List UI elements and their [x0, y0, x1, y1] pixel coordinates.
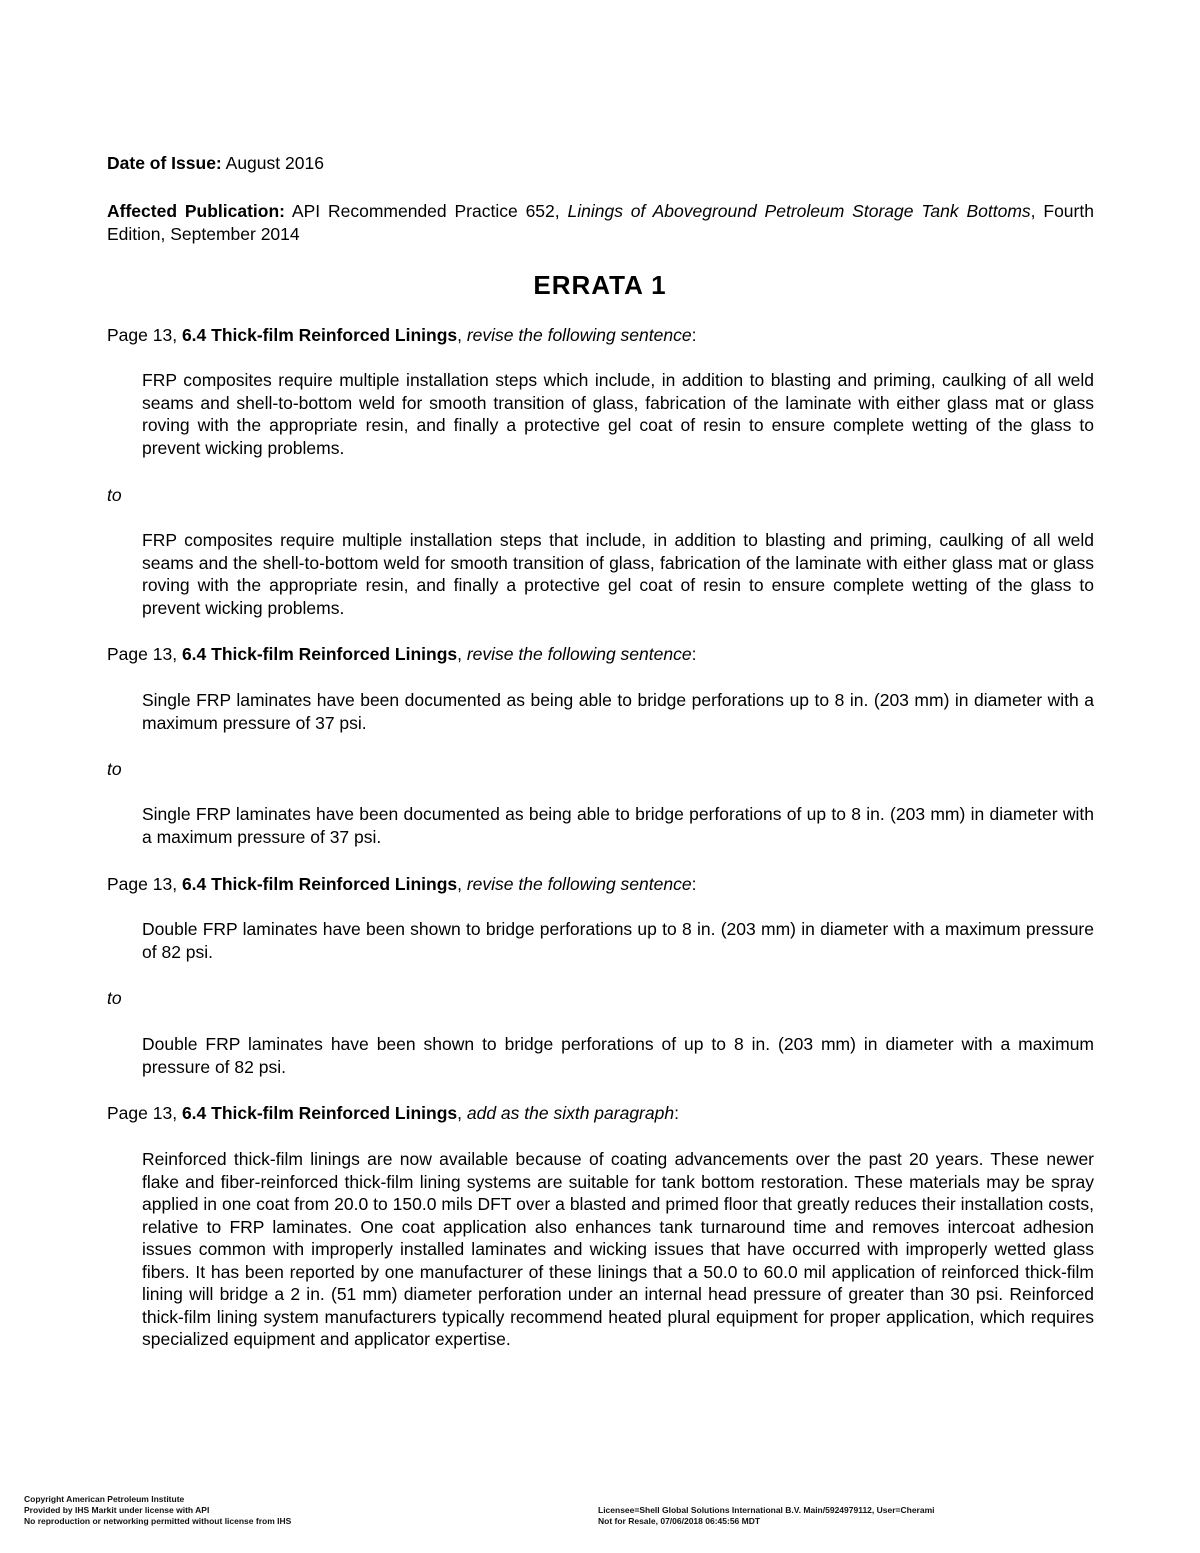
revision-instruction: revise the following sentence — [466, 644, 692, 664]
footer-licensee: Licensee=Shell Global Solutions International B.V. Main/5924979112, User=Cherami — [598, 1505, 935, 1515]
to-label: to — [107, 485, 122, 505]
revision-instruction: revise the following sentence — [466, 874, 692, 894]
footer-copyright: Copyright American Petroleum Institute — [24, 1494, 185, 1504]
old-text: FRP composites require multiple installation steps which include, in addition to blasting and priming, caulking of all weld seams and shell-to-bottom weld for smooth transition of glass, fabrication of the laminate with either glass mat or glass roving with the appropriate resin, and finally a protective gel coat of resin to ensure complete wetting of the glass to prevent wicking problems. — [142, 370, 1094, 458]
revision-page: Page 13, — [107, 1103, 178, 1123]
old-text: Double FRP laminates have been shown to bridge perforations up to 8 in. (203 mm) in diameter with a maximum pressure of 82 psi. — [142, 919, 1094, 962]
old-text: Single FRP laminates have been documented as being able to bridge perforations up to 8 in. (203 mm) in diameter with a maximum pressure of 37 psi. — [142, 690, 1094, 733]
revision-instruction: add as the sixth paragraph — [466, 1103, 675, 1123]
new-text: Double FRP laminates have been shown to bridge perforations of up to 8 in. (203 mm) in diameter with a maximum pressure of 82 psi. — [142, 1034, 1094, 1077]
added-paragraph: Reinforced thick-film linings are now available because of coating advancements over the past 20 years. These newer flake and fiber-reinforced thick-film lining systems are suitable for tank bottom restoration. These materials may be spray applied in one coat from 20.0 to 150.0 mils DFT over a blasted and primed floor that greatly reduces their installation costs, relative to FRP laminates. One coat application also enhances tank turnaround time and removes intercoat adhesion issues common with improperly installed laminates and wicking issues that have occurred with improperly wetted glass fibers. It has been reported by one manufacturer of these linings that a 50.0 to 60.0 mil application of reinforced thick-film lining will bridge a 2 in. (51 mm) diameter perforation under an internal head pressure of greater than 30 psi. Reinforced thick-film lining system manufacturers typically recommend heated plural equipment for proper application, which requires specialized equipment and applicator expertise. — [142, 1149, 1094, 1349]
footer-right — [598, 1505, 935, 1527]
new-text: Single FRP laminates have been documented as being able to bridge perforations of up to 8 in. (203 mm) in diameter with a maximum pressure of 37 psi. — [142, 804, 1094, 847]
revision-section: 6.4 Thick-film Reinforced Linings — [181, 325, 458, 345]
date-value: August 2016 — [225, 153, 324, 173]
revision-section: 6.4 Thick-film Reinforced Linings — [181, 644, 458, 664]
revision-section: 6.4 Thick-film Reinforced Linings — [181, 874, 458, 894]
revision-section: 6.4 Thick-film Reinforced Linings — [181, 1103, 458, 1123]
date-of-issue — [107, 152, 1094, 175]
footer-notice: No reproduction or networking permitted without license from IHS — [24, 1516, 292, 1526]
revision-page: Page 13, — [107, 644, 178, 664]
footer-left — [24, 1494, 291, 1527]
revision-heading: Page 13, 6.4 Thick-film Reinforced Linings, revise the following sentence: — [107, 874, 697, 894]
revision-page: Page 13, — [107, 874, 178, 894]
revision-heading: Page 13, 6.4 Thick-film Reinforced Linings, revise the following sentence: — [107, 644, 697, 664]
revision-instruction: revise the following sentence — [466, 325, 692, 345]
revision-heading: Page 13, 6.4 Thick-film Reinforced Linings, revise the following sentence: — [107, 325, 697, 345]
affected-publication — [107, 200, 1094, 245]
publication-suffix: , Fourth Edition, September 2014 — [107, 201, 1094, 244]
publication-title: Linings of Aboveground Petroleum Storage Tank Bottoms — [567, 201, 1031, 221]
revision-page: Page 13, — [107, 325, 178, 345]
errata-title: ERRATA 1 — [533, 270, 667, 300]
new-text: FRP composites require multiple installation steps that include, in addition to blasting and priming, caulking of all weld seams and the shell-to-bottom weld for smooth transition of glass, fabrication of the laminate with either glass mat or glass roving with the appropriate resin, and finally a protective gel coat of resin to ensure complete wetting of the glass to prevent wicking problems. — [142, 530, 1094, 618]
revision-heading: Page 13, 6.4 Thick-film Reinforced Linings, add as the sixth paragraph: — [107, 1103, 679, 1123]
footer-provider: Provided by IHS Markit under license with API — [24, 1505, 210, 1515]
date-label: Date of Issue: — [107, 153, 222, 173]
publication-label: Affected Publication: — [107, 201, 286, 221]
footer-resale: Not for Resale, 07/06/2018 06:45:56 MDT — [598, 1516, 761, 1526]
to-label: to — [107, 988, 122, 1008]
publication-prefix: API Recommended Practice 652, — [291, 201, 560, 221]
to-label: to — [107, 759, 122, 779]
